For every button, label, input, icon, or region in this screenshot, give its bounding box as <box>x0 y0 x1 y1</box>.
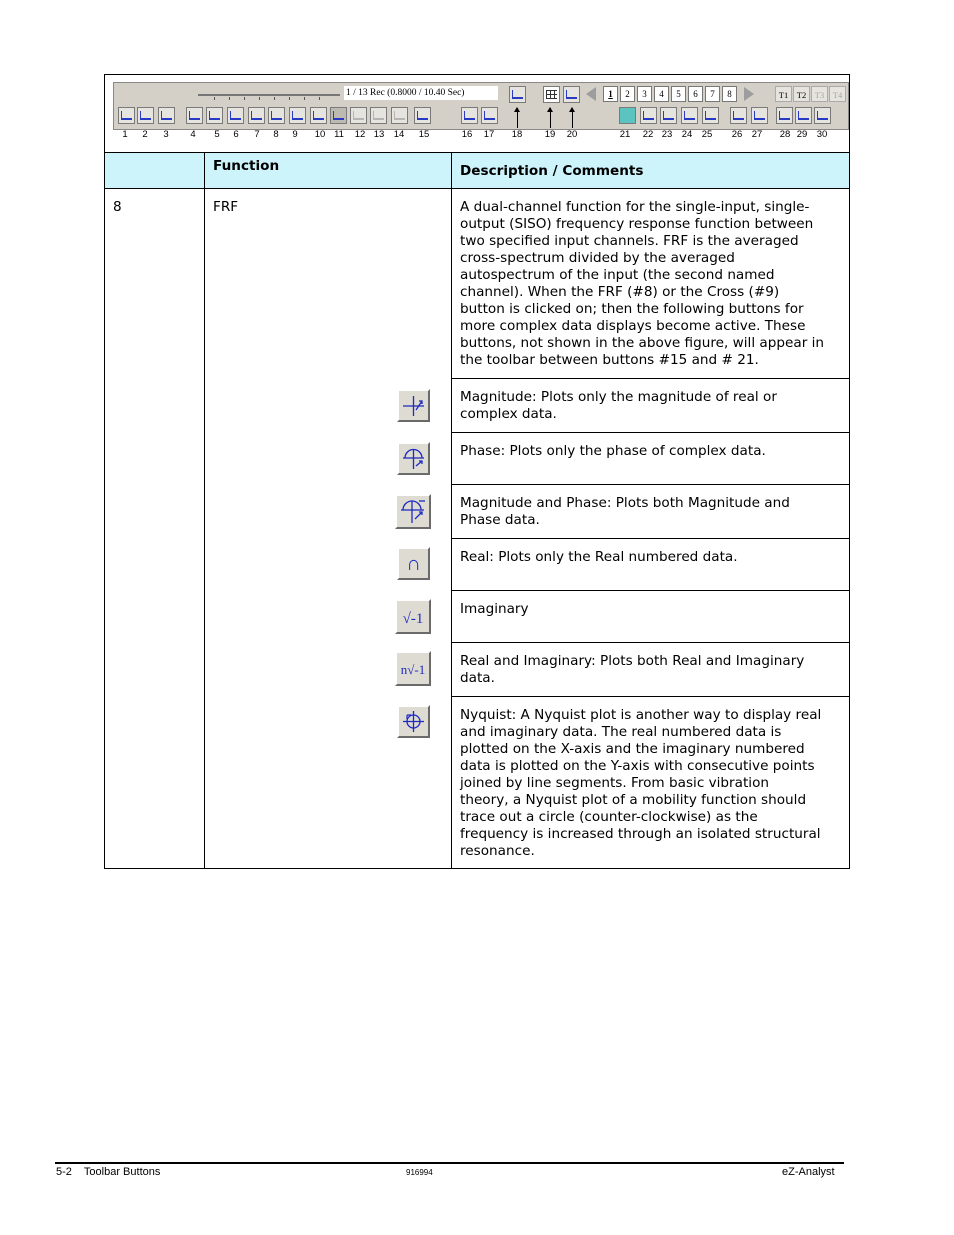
row-divider <box>451 590 850 591</box>
real-glyph: ∩ <box>406 553 421 575</box>
button-number: 5 <box>214 129 220 140</box>
magnitude-icon[interactable] <box>397 389 430 422</box>
button-number: 15 <box>418 129 430 140</box>
row-divider <box>451 484 850 485</box>
t2-button[interactable]: T2 <box>793 86 810 102</box>
footer-section: 5-2 Toolbar Buttons <box>56 1166 161 1178</box>
subrow-description-imaginary: Imaginary <box>460 601 529 617</box>
subrow-description-phase: Phase: Plots only the phase of complex data. <box>460 443 766 459</box>
row-divider <box>451 696 850 697</box>
button-number: 9 <box>292 129 298 140</box>
subrow-description-real-imaginary: Real and Imaginary: Plots both Real and Imaginary data. <box>460 653 805 686</box>
button-number: 28 <box>779 129 791 140</box>
real-imaginary-glyph: n√-1 <box>400 662 426 677</box>
button-number: 29 <box>796 129 808 140</box>
button-number: 2 <box>142 129 148 140</box>
button-number: 19 <box>544 129 556 140</box>
magnitude-phase-icon[interactable] <box>395 494 431 529</box>
footer-doc-number: 916994 <box>406 1168 433 1177</box>
subrow-description-magnitude-phase: Magnitude and Phase: Plots both Magnitude and Phase data. <box>460 495 790 528</box>
button-number: 17 <box>483 129 495 140</box>
button-number: 13 <box>373 129 385 140</box>
subrow-description-real: Real: Plots only the Real numbered data. <box>460 549 738 565</box>
row-divider <box>451 378 850 379</box>
t3-button[interactable]: T3 <box>811 86 828 102</box>
button-number: 27 <box>751 129 763 140</box>
nyquist-icon[interactable] <box>397 705 430 738</box>
t1-button[interactable]: T1 <box>775 86 792 102</box>
button-number: 4 <box>190 129 196 140</box>
button-number: 6 <box>233 129 239 140</box>
button-number: 23 <box>661 129 673 140</box>
tab-8[interactable]: 8 <box>722 86 737 102</box>
button-number: 30 <box>816 129 828 140</box>
button-number: 26 <box>731 129 743 140</box>
phase-icon[interactable] <box>397 442 430 475</box>
button-number: 10 <box>314 129 326 140</box>
button-number: 12 <box>354 129 366 140</box>
footer-rule <box>55 1162 844 1164</box>
button-number: 8 <box>273 129 279 140</box>
button-number: 18 <box>511 129 523 140</box>
tab-2[interactable]: 2 <box>620 86 635 102</box>
tab-6[interactable]: 6 <box>688 86 703 102</box>
tab-3[interactable]: 3 <box>637 86 652 102</box>
subrow-description-magnitude: Magnitude: Plots only the magnitude of real or complex data. <box>460 389 777 422</box>
real-imaginary-icon[interactable] <box>395 651 431 686</box>
button-number: 7 <box>254 129 260 140</box>
button-number: 20 <box>566 129 578 140</box>
subrow-description-nyquist: Nyquist: A Nyquist plot is another way to display real and imaginary data. The real numbered data is plotted on the X-axis and the imaginary numbered data is plotted on the Y-axis with consecutive points joined by line segments. From basic vibration theory, a Nyquist plot of a mobility function should trace out a circle (counter-clockwise) as the frequency is increased through an isolated structural resonance. <box>460 707 822 859</box>
imaginary-icon[interactable] <box>395 599 431 634</box>
button-number: 22 <box>642 129 654 140</box>
button-number: 3 <box>163 129 169 140</box>
button-number: 11 <box>334 129 344 140</box>
tab-4[interactable]: 4 <box>654 86 669 102</box>
row-function: FRF <box>213 199 239 215</box>
header-description: Description / Comments <box>460 163 644 179</box>
row-divider <box>451 642 850 643</box>
column-divider <box>451 152 452 869</box>
tab-7[interactable]: 7 <box>705 86 720 102</box>
table-divider <box>104 152 850 153</box>
row-number: 8 <box>113 199 122 215</box>
button-number: 1 <box>122 129 128 140</box>
button-number: 24 <box>681 129 693 140</box>
tab-5[interactable]: 5 <box>671 86 686 102</box>
real-icon[interactable] <box>397 547 430 580</box>
row-description: A dual-channel function for the single-input, single- output (SISO) frequency response function between two specified input channels. FRF is the averaged cross-spectrum divided by the averaged autospectrum of the input (the second named channel). When the FRF (#8) or the Cross (#9) button is clicked on; then the following buttons for more complex data displays become active. These buttons, not shown in the above figure, will appear in the toolbar between buttons #15 and # 21. <box>460 199 825 368</box>
button-number: 21 <box>619 129 631 140</box>
t4-button[interactable]: T4 <box>829 86 846 102</box>
record-label: 1 / 13 Rec (0.8000 / 10.40 Sec) <box>344 86 498 100</box>
header-function: Function <box>213 158 280 174</box>
row-divider <box>451 432 850 433</box>
button-number: 14 <box>393 129 405 140</box>
footer-product: eZ-Analyst <box>782 1166 835 1178</box>
button-number: 25 <box>701 129 713 140</box>
tab-1[interactable]: 1 <box>603 86 618 102</box>
button-number: 16 <box>461 129 473 140</box>
column-divider <box>204 152 205 869</box>
imaginary-glyph: √-1 <box>402 611 424 627</box>
row-divider <box>451 538 850 539</box>
table-divider <box>104 188 850 189</box>
